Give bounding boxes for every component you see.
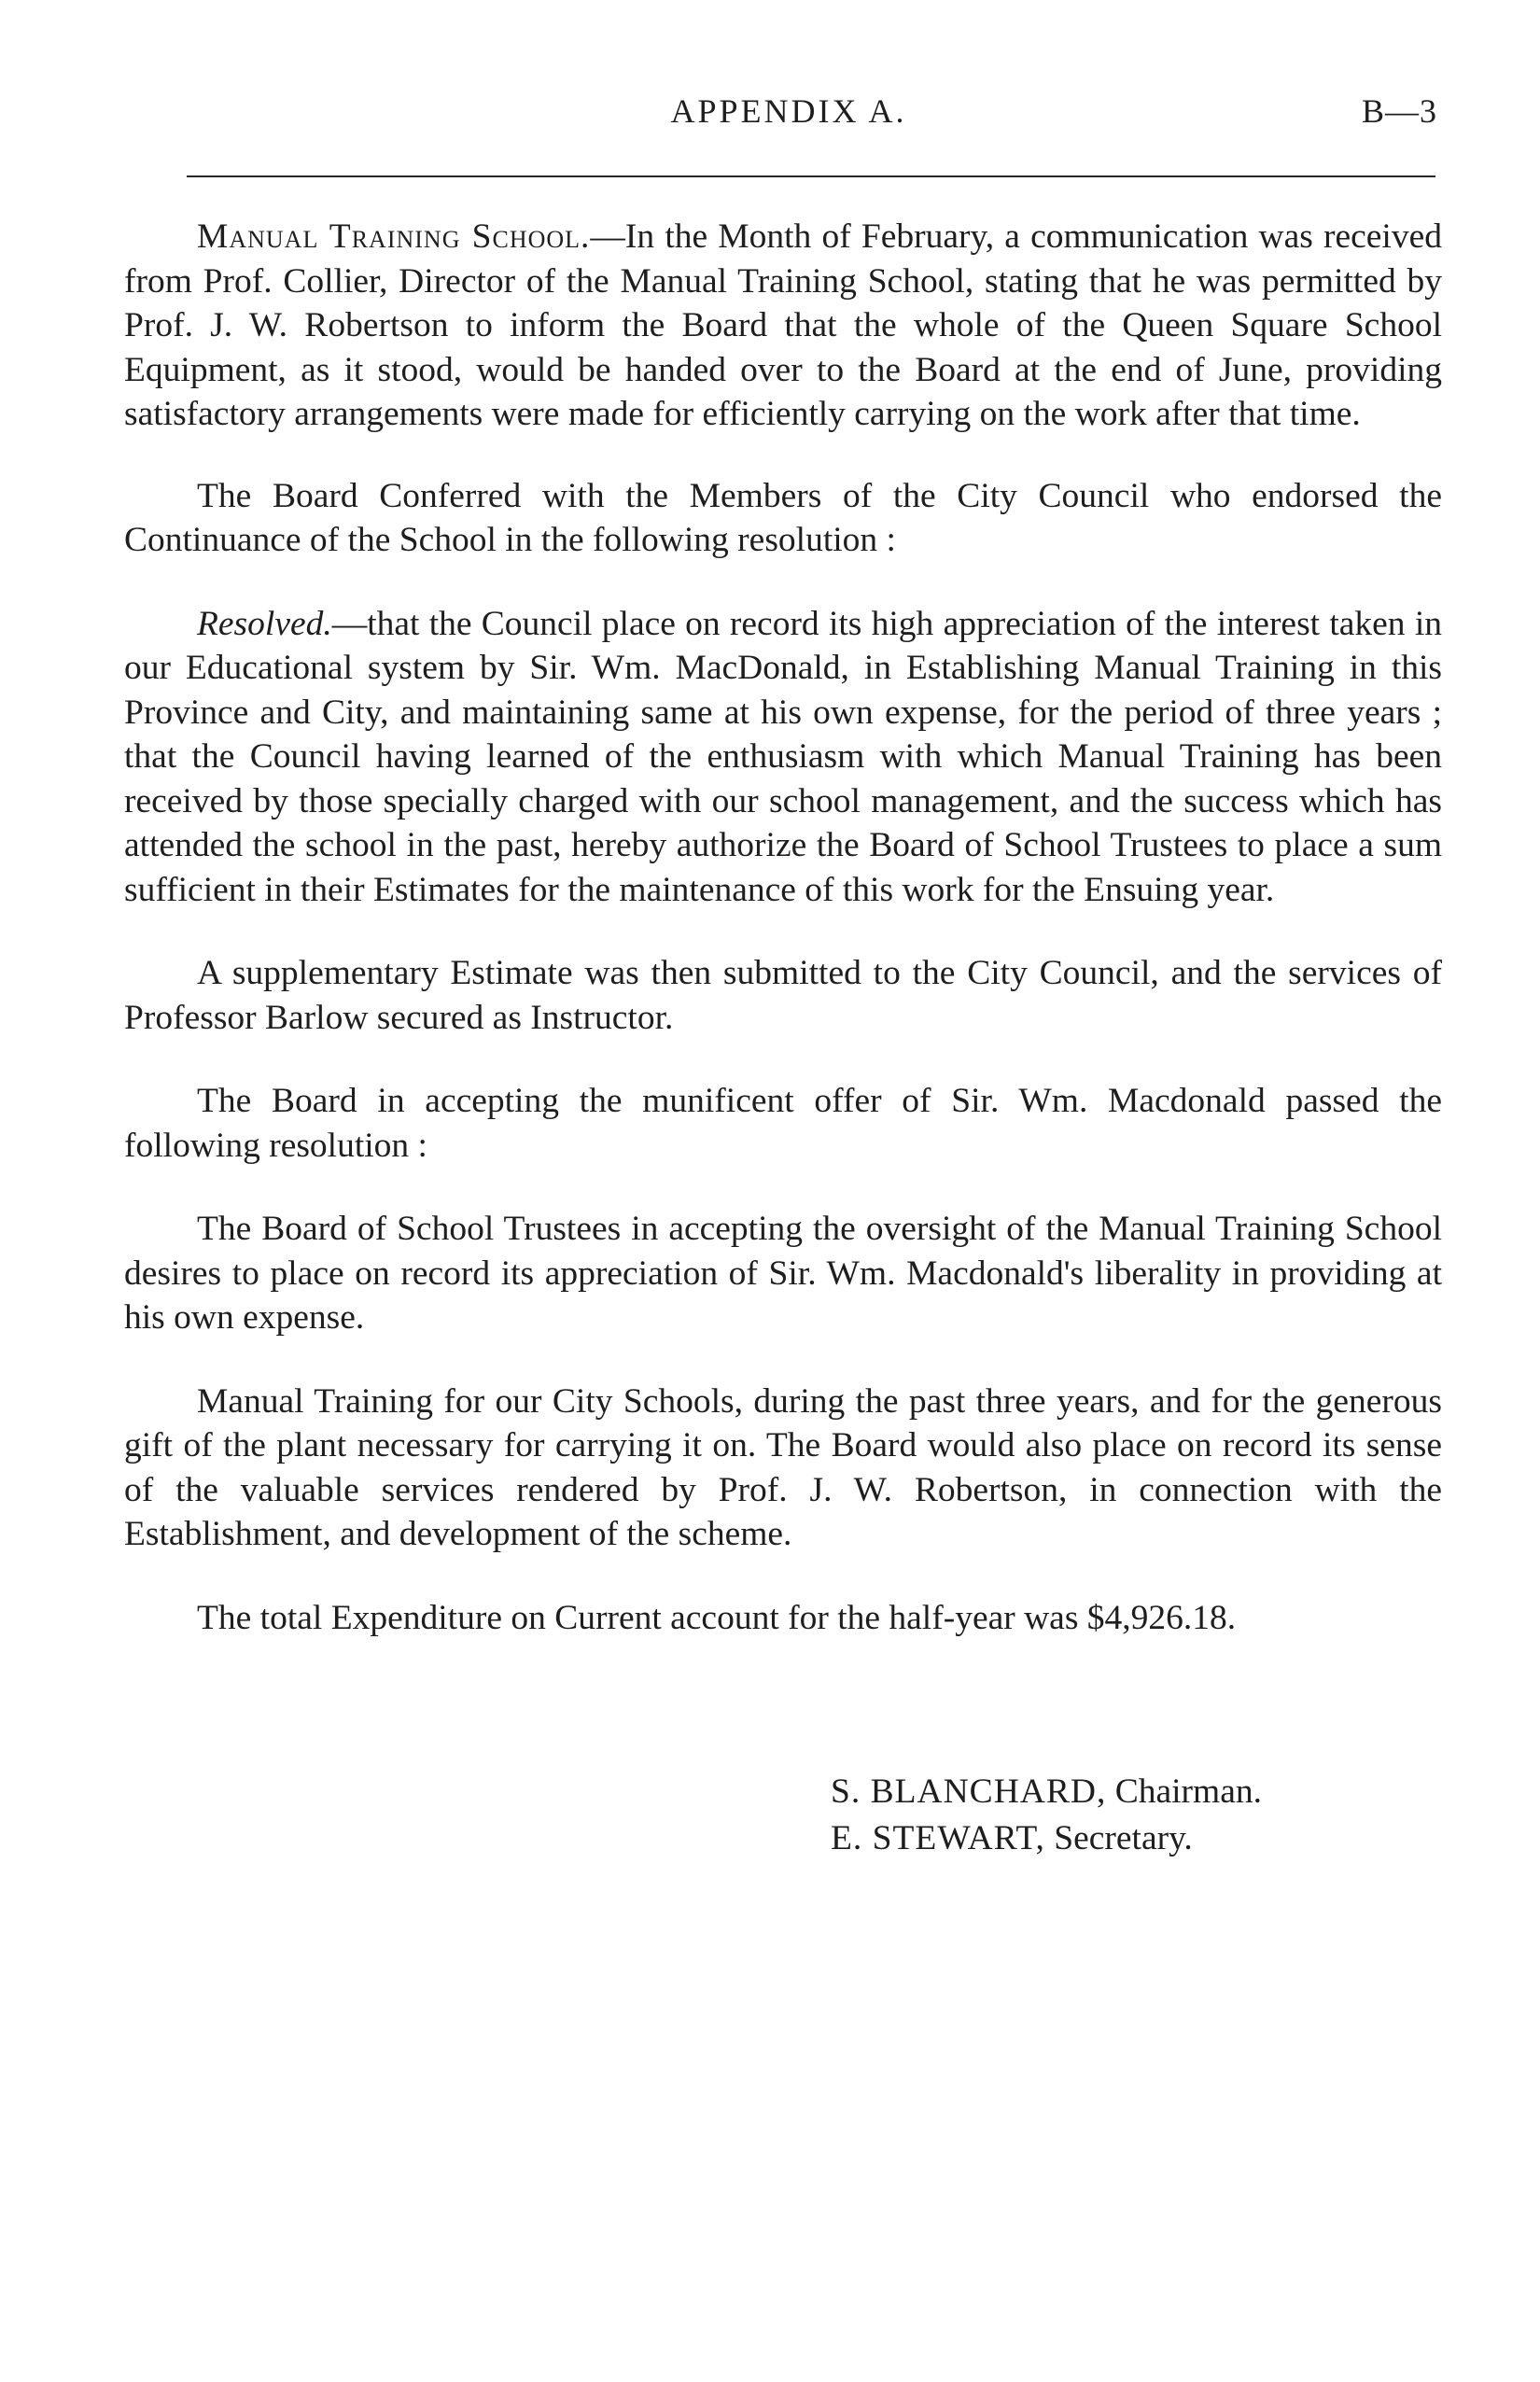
- resolved-lead: Resolved.: [197, 604, 332, 643]
- header-rule: [187, 175, 1435, 177]
- page-header: [140, 91, 1437, 138]
- secretary-signature: [831, 1815, 1262, 1862]
- paragraph-trustees-resolution: [124, 1207, 1442, 1340]
- paragraph-board-conferred: [124, 474, 1442, 563]
- paragraph-resolution: [124, 602, 1442, 913]
- chairman-signature: [831, 1769, 1262, 1815]
- paragraph-text: The Board of School Trustees in accepting the oversight of the Manual Training School desires to place on record its appreciation of Sir. Wm. Macdonald's liberality in providing at his own expense.: [124, 1210, 1442, 1337]
- paragraph-text: Manual Training for our City Schools, during the past three years, and for the generous gift of the plant necessary for carrying it on. The Board would also place on record its sense of the valuable services rendered by Prof. J. W. Robertson, in connection with the Establishment, and development of the scheme.: [124, 1381, 1442, 1553]
- secretary-name: E. STEWART,: [831, 1819, 1045, 1857]
- paragraph-manual-training-school: [124, 215, 1442, 437]
- chairman-title: Chairman.: [1114, 1772, 1262, 1811]
- paragraph-text: A supplementary Estimate was then submitted to the City Council, and the services of Professor Barlow secured as Instructor.: [124, 954, 1442, 1037]
- appendix-title: APPENDIX A.: [670, 92, 907, 130]
- signature-block: [831, 1769, 1262, 1862]
- paragraph-text: The Board Conferred with the Members of the City Council who endorsed the Continuance of the School in the following resolution :: [124, 476, 1442, 559]
- document-body: [124, 215, 1442, 1679]
- section-heading: Manual Training School.: [197, 217, 591, 256]
- paragraph-text: —that the Council place on record its high appreciation of the interest taken in our Educational system by Sir. Wm. MacDonald, in Establishing Manual Training in this Province and City, and maintaining same at his own expense, for the period of three years ; that the Council having learned of the enthusiasm with which Manual Training has been received by those specially charged with our school management, and the success which has attended the school in the past, hereby authorize the Board of School Trustees to place a sum sufficient in their Estimates for the maintenance of this work for the Ensuing year.: [124, 604, 1442, 909]
- paragraph-text: The total Expenditure on Current account for the half-year was $4,926.18.: [197, 1598, 1237, 1637]
- paragraph-supplementary-estimate: [124, 951, 1442, 1040]
- paragraph-manual-training-schools: [124, 1380, 1442, 1557]
- secretary-title: Secretary.: [1054, 1819, 1193, 1857]
- chairman-name: S. BLANCHARD,: [831, 1772, 1107, 1811]
- paragraph-text: The Board in accepting the munificent offer of Sir. Wm. Macdonald passed the following resolution :: [124, 1082, 1442, 1165]
- paragraph-text: —In the Month of February, a communication was received from Prof. Collier, Director of the Manual Training School, stating that he was permitted by Prof. J. W. Robertson to inform the Board that the whole of the Queen Square School Equipment, as it stood, would be handed over to the Board at the end of June, providing satisfactory arrangements were made for efficiently carrying on the work after that time.: [124, 217, 1442, 433]
- paragraph-total-expenditure: [124, 1596, 1442, 1641]
- paragraph-board-accepting: [124, 1079, 1442, 1168]
- page-number: B—3: [1361, 92, 1437, 130]
